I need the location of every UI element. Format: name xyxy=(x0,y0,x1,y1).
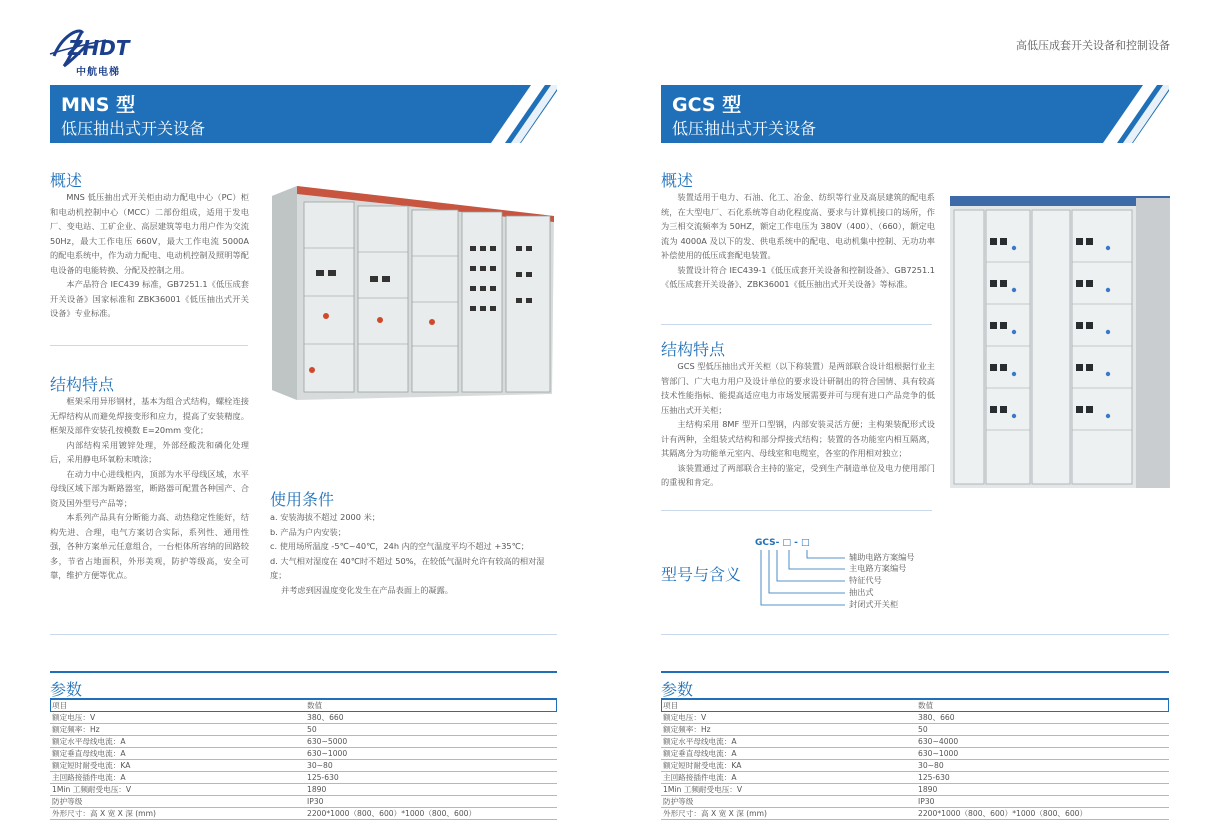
param-value: 380、660 xyxy=(916,712,1169,724)
condition-item: b. 产品为户内安装； xyxy=(270,526,346,537)
gcs-title: GCS 型 xyxy=(672,94,742,116)
table-row xyxy=(661,808,1169,820)
mns-params-title: 参数 xyxy=(50,680,83,699)
model-bracket-lines xyxy=(755,538,935,618)
param-name: 防护等级 xyxy=(661,796,916,808)
condition-item: c. 使用场所温度 -5℃~40℃，24h 内的空气温度平均不超过 +35℃； xyxy=(270,541,529,551)
divider xyxy=(50,634,557,635)
param-value: 1890 xyxy=(305,784,557,796)
mns-subtitle: 低压抽出式开关设备 xyxy=(61,119,206,138)
mns-overview-title: 概述 xyxy=(50,171,83,190)
gcs-cabinet-photo xyxy=(950,186,1172,496)
param-value: 630~4000 xyxy=(916,736,1169,748)
table-row xyxy=(50,760,557,772)
condition-item: 并考虑到因温度变化发生在产品表面上的凝露。 xyxy=(281,584,453,595)
gcs-subtitle: 低压抽出式开关设备 xyxy=(672,119,817,138)
table-row xyxy=(661,748,1169,760)
mns-feature-para-2: 内部结构采用镀锌处理，外部经酸洗和磷化处理后，采用静电环氧粉末喷涂； xyxy=(50,439,249,464)
table-header-row xyxy=(661,700,1169,712)
model-code: GCS- □ - □ xyxy=(755,538,810,548)
mns-features-text xyxy=(50,394,249,583)
mns-overview-para-1: MNS 低压抽出式开关柜由动力配电中心（PC）柜和电动机控制中心（MCC）二部份组成，适用于发电厂、变电站、工矿企业、高层建筑等电力用户作为交流 50Hz，最大工作电压 660V，最大工作电流 5000A 的配电系统中，作为动力配电、电动机控制及照明等配电设备的电能转换、分配及控制之用。 xyxy=(50,192,249,275)
gcs-overview-title: 概述 xyxy=(661,171,694,190)
gcs-features-text xyxy=(661,359,935,490)
param-name: 额定水平母线电流：A xyxy=(50,736,305,748)
banner-stripes-icon xyxy=(447,85,557,143)
table-row xyxy=(50,736,557,748)
table-row xyxy=(661,796,1169,808)
mns-feature-para-3: 在动力中心进线柜内，顶部为水平母线区域，水平母线区域下部为断路器室，断路器可配置各种国产、合资及国外型号产品等； xyxy=(50,468,249,508)
table-row xyxy=(661,772,1169,784)
gcs-feature-para-3: 该装置通过了两部联合主持的鉴定，受到生产制造单位及电力使用部门的重视和肯定。 xyxy=(661,462,935,487)
gcs-overview-para-2: 装置设计符合 IEC439-1《低压成套开关设备和控制设备》、GB7251.1《低压成套开关设备》、ZBK36001《低压抽出式开关设备》等标准。 xyxy=(661,264,935,289)
company-logo xyxy=(48,26,143,76)
param-name: 1Min 工频耐受电压：V xyxy=(50,784,305,796)
param-name: 额定电压：V xyxy=(50,712,305,724)
condition-item: d. 大气相对湿度在 40℃时不超过 50%，在较低气温时允许有较高的相对湿度； xyxy=(270,555,545,580)
table-row xyxy=(50,748,557,760)
table-row xyxy=(50,796,557,808)
param-name: 额定频率：Hz xyxy=(50,724,305,736)
param-name: 防护等级 xyxy=(50,796,305,808)
model-label-main-circuit: 主电路方案编号 xyxy=(849,563,907,573)
param-value: 30~80 xyxy=(916,760,1169,772)
mns-feature-para-4: 本系列产品具有分断能力高、动热稳定性能好，结构先进、合理，电气方案切合实际，系列性、通用性强，各种方案单元任意组合，一台柜体所容纳的回路较多，节省占地面积，外形美观，防护等级高，安全可靠，维护方便等优点。 xyxy=(50,512,249,580)
divider xyxy=(661,510,932,511)
table-header-value: 数值 xyxy=(916,700,1169,712)
table-row xyxy=(50,724,557,736)
mns-conditions-list xyxy=(270,510,560,597)
param-name: 1Min 工频耐受电压：V xyxy=(661,784,916,796)
model-label-enclosed: 封闭式开关柜 xyxy=(849,599,899,609)
table-header-value: 数值 xyxy=(305,700,557,712)
table-header-item: 项目 xyxy=(50,700,305,712)
mns-conditions-title: 使用条件 xyxy=(270,490,335,509)
page-tagline: 高低压成套开关设备和控制设备 xyxy=(1016,39,1170,52)
param-name: 额定短时耐受电流：KA xyxy=(661,760,916,772)
brand-name: ZHDT xyxy=(68,36,130,60)
table-row xyxy=(50,712,557,724)
param-name: 额定电压：V xyxy=(661,712,916,724)
param-name: 额定垂直母线电流：A xyxy=(50,748,305,760)
param-value: 630~1000 xyxy=(916,748,1169,760)
param-value: 50 xyxy=(305,724,557,736)
brand-name-cn: 中航电梯 xyxy=(76,67,120,78)
gcs-params-table xyxy=(661,699,1169,820)
gcs-features-title: 结构特点 xyxy=(661,340,726,359)
mns-overview-text xyxy=(50,190,249,321)
divider xyxy=(661,324,932,325)
param-name: 外形尺寸：高 X 宽 X 深 (mm) xyxy=(50,808,305,820)
gcs-model-title: 型号与含义 xyxy=(661,565,742,584)
param-value: 630~5000 xyxy=(305,736,557,748)
table-header-row xyxy=(50,700,557,712)
mns-params-table xyxy=(50,699,557,820)
table-row xyxy=(661,736,1169,748)
gcs-feature-para-1: GCS 型低压抽出式开关柜（以下称装置）是两部联合设计组根据行业主管部门、广大电力用户及设计单位的要求设计研制出的符合国情、具有较高技术性能指标、能提高适应电力市场发展需要并可与现有进口产品竞争的低压抽出式开关柜； xyxy=(661,361,935,415)
model-diagram xyxy=(755,538,935,618)
table-row xyxy=(50,772,557,784)
param-name: 额定短时耐受电流：KA xyxy=(50,760,305,772)
param-value: 2200*1000（800、600）*1000（800、600） xyxy=(916,808,1169,820)
param-value: 125-630 xyxy=(916,772,1169,784)
table-header-item: 项目 xyxy=(661,700,916,712)
gcs-banner xyxy=(661,85,1169,143)
param-value: 630~1000 xyxy=(305,748,557,760)
table-row xyxy=(661,724,1169,736)
table-row xyxy=(661,760,1169,772)
divider xyxy=(50,345,248,346)
param-name: 额定频率：Hz xyxy=(661,724,916,736)
gcs-feature-para-2: 主结构采用 8MF 型开口型钢，内部安装灵活方便；主构架装配形式设计有两种，全组装式结构和部分焊接式结构；装置的各功能室内相互隔离，其隔离分为功能单元室内、母线室和电缆室，各室的作用相对独立； xyxy=(661,419,935,458)
mns-cabinet-photo xyxy=(272,186,558,404)
table-row xyxy=(661,712,1169,724)
model-label-aux-circuit: 辅助电路方案编号 xyxy=(849,552,915,562)
table-row xyxy=(661,784,1169,796)
params-top-rule xyxy=(661,671,1169,673)
param-value: 125-630 xyxy=(305,772,557,784)
mns-banner xyxy=(50,85,557,143)
params-top-rule xyxy=(50,671,557,673)
condition-item: a. 安装海拔不超过 2000 米； xyxy=(270,512,380,522)
param-value: IP30 xyxy=(916,796,1169,808)
param-value: 2200*1000（800、600）*1000（800、600） xyxy=(305,808,557,820)
mns-title: MNS 型 xyxy=(61,94,136,116)
param-value: IP30 xyxy=(305,796,557,808)
mns-feature-para-1: 框架采用异形钢材，基本为组合式结构，螺栓连接无焊结构从而避免焊接变形和应力，提高了安装精度。框架及部件安装孔按模数 E=20mm 变化； xyxy=(50,396,249,435)
param-value: 50 xyxy=(916,724,1169,736)
gcs-params-title: 参数 xyxy=(661,680,694,699)
mns-features-title: 结构特点 xyxy=(50,375,115,394)
param-value: 380、660 xyxy=(305,712,557,724)
gcs-overview-para-1: 装置适用于电力、石油、化工、冶金、纺织等行业及高层建筑的配电系统，在大型电厂、石化系统等自动化程度高、要求与计算机接口的场所，作为三相交流频率为 50HZ，额定工作电压为 380V（400）、（660），额定电流为 4000A 及以下的发、供电系统中的配电、电动机集中控制、无功功率补偿使用的低压成套配电装置。 xyxy=(661,192,935,260)
table-row xyxy=(50,808,557,820)
divider xyxy=(661,634,1169,635)
model-label-feature-code: 特征代号 xyxy=(849,575,882,585)
param-value: 30~80 xyxy=(305,760,557,772)
table-row xyxy=(50,784,557,796)
param-name: 外形尺寸：高 X 宽 X 深 (mm) xyxy=(661,808,916,820)
mns-overview-para-2: 本产品符合 IEC439 标准，GB7251.1《低压成套开关设备》国家标准和 ZBK36001《低压抽出式开关设备》专业标准。 xyxy=(50,279,249,318)
gcs-overview-text xyxy=(661,190,935,292)
banner-stripes-icon xyxy=(1059,85,1169,143)
param-value: 1890 xyxy=(916,784,1169,796)
param-name: 额定水平母线电流：A xyxy=(661,736,916,748)
param-name: 额定垂直母线电流：A xyxy=(661,748,916,760)
model-label-drawout: 抽出式 xyxy=(849,587,874,597)
param-name: 主回路接插件电流：A xyxy=(661,772,916,784)
param-name: 主回路接插件电流：A xyxy=(50,772,305,784)
